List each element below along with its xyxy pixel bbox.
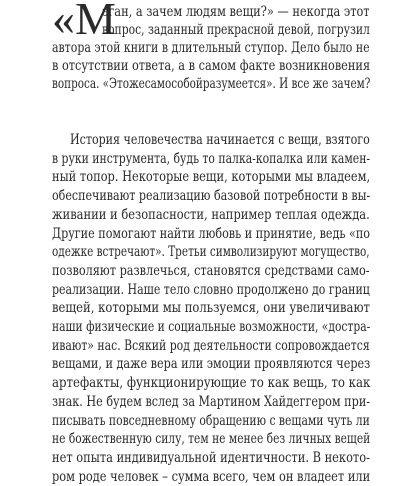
body-line: нет опыта индивидуальной идентичности. В некото- (52, 449, 370, 466)
body-line: знак. Не будем вслед за Мартином Хайдеггером при- (52, 393, 371, 410)
intro-line: эган, а зачем людям вещи?» — некогда этот (102, 4, 370, 20)
intro-line: автора этой книги в длительный ступор. Дело было не (52, 40, 370, 56)
body-line: вещей, которыми мы пользуемся, они увеличивают (52, 300, 370, 317)
body-line: Другие помогают найти любовь и принятие, ведь «по (52, 225, 371, 242)
body-line: писывать повседневному обращению с вещами чуть ли (52, 412, 370, 429)
drop-cap: «М (52, 0, 116, 44)
body-line: позволяют развлечься, становятся средствами само- (52, 262, 370, 279)
intro-line: в отсутствии ответа, а в самом факте возникновения (52, 58, 371, 74)
intro-line: вопроса. «Этожесамособойразумеется». И все же зачем? (52, 76, 371, 92)
body-line: живании и безопасности, например теплая одежда. (52, 206, 370, 223)
body-line: не божественную силу, тем не менее без личных вещей (52, 431, 371, 448)
body-line: реализации. Наше тело словно продолжено до границ (52, 281, 370, 298)
body-line: артефакты, функционирующие то как вещь, то как (52, 375, 371, 392)
body-line: ивают» нас. Всякий род деятельности сопровождается (52, 337, 370, 354)
body-line: ром роде человек – сумма всего, чем он владеет или (52, 468, 371, 485)
body-line: наши физические и социальные возможности, «достра- (52, 319, 371, 335)
body-line: в руки инструмента, будь то палка-копалка или камен- (52, 150, 371, 167)
body-line: ный топор. Некоторые вещи, которыми мы владеем, (52, 169, 371, 186)
body-line: обеспечивают реализацию базовой потребности в вы- (52, 188, 371, 205)
body-line: одежке встречают». Третьи символизируют могущество, (52, 244, 370, 261)
intro-line: вопрос, заданный прекрасной девой, погрузил (102, 22, 370, 38)
body-line: вещами, и даже вера или эмоции проявляются через (52, 356, 371, 373)
body-line: История человечества начинается с вещи, взятого (70, 132, 370, 148)
